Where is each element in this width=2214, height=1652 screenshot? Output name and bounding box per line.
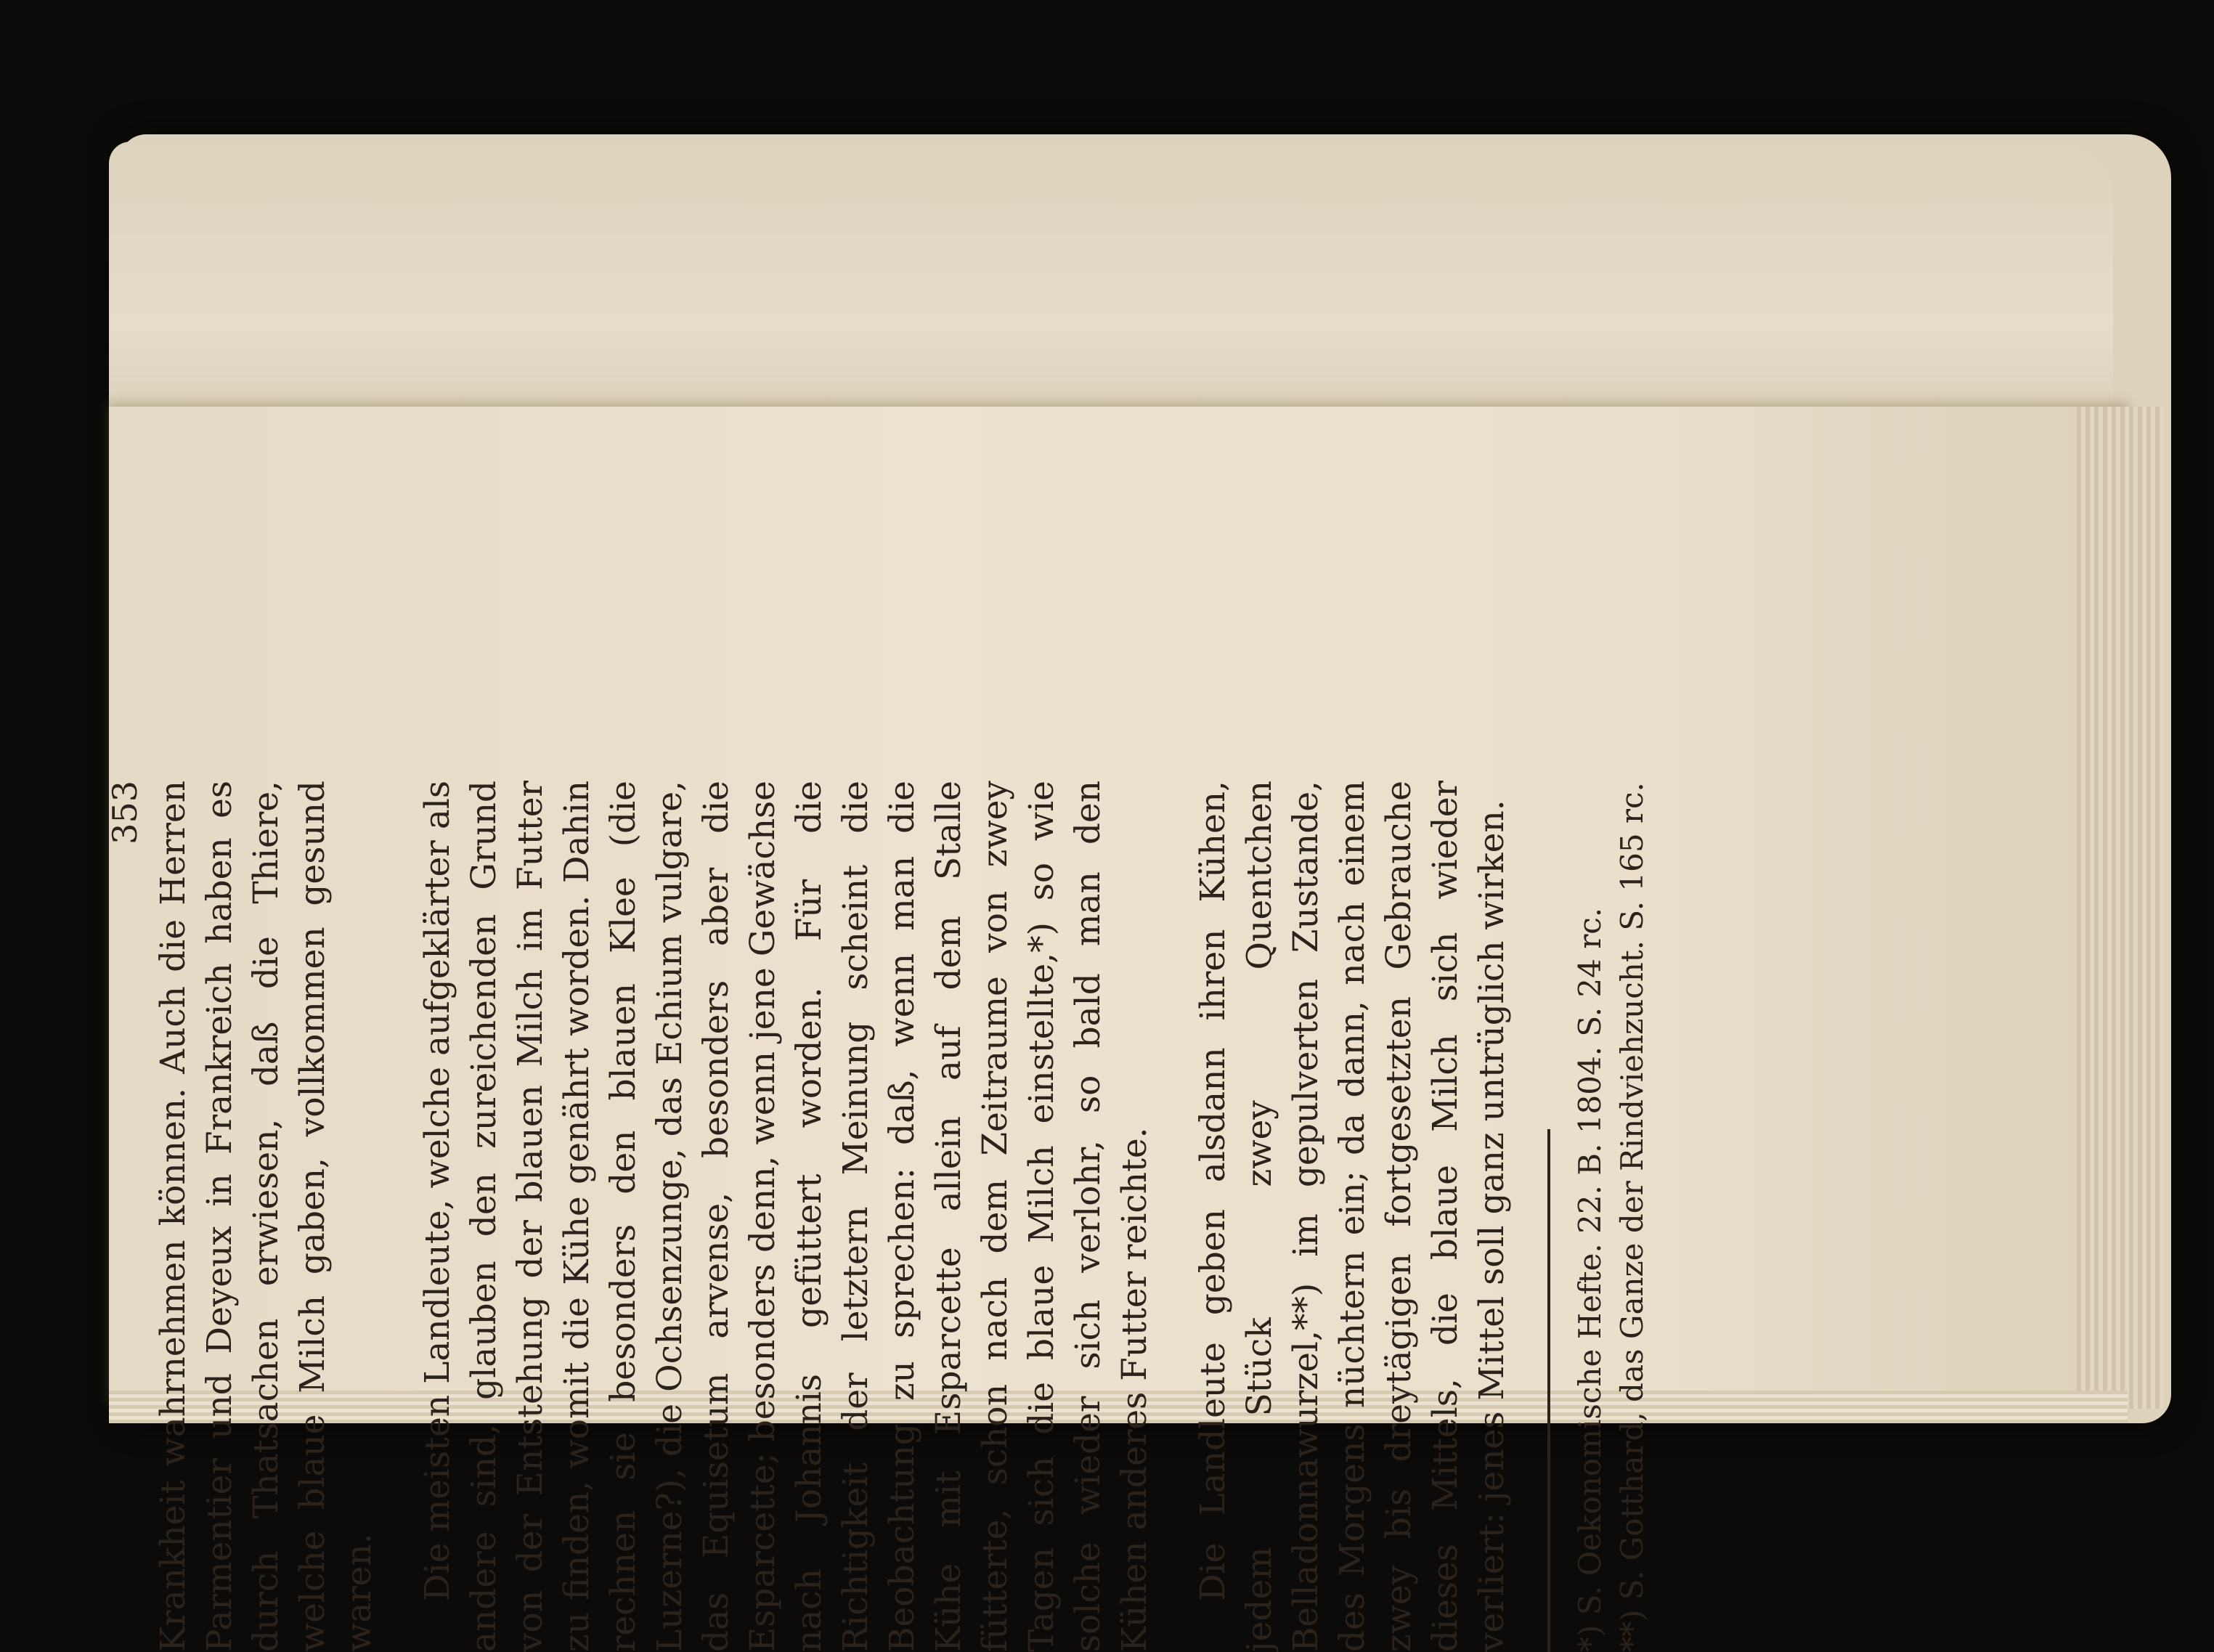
paragraph-1: Krankheit wahrnehmen können. Auch die Herren Parmentier und Deyeux in Frankreich haben es durch Thatsachen erwiesen, daß die Thiere, welche blaue Milch gaben, vollkommen gesund waren. [153, 781, 379, 1652]
page-number: 353 [105, 781, 145, 845]
footnote-2: **) S. Gotthard, das Ganze der Rindviehzucht. S. 165 rc. [1614, 782, 1650, 1652]
page-edge-right [2077, 407, 2164, 1409]
page-folded-top [109, 142, 2113, 447]
paragraph-3: Die Landleute geben alsdann ihren Kühen, jedem Stück zwey Quentchen Belladonnawurzel,**) im gepulverten Zustande, des Morgens nüchtern ein; da dann, nach einem zwey bis dreytägigen fortgesetzten Gebrauche dieses Mittels, die blaue Milch sich wieder verliert: jenes Mittel soll ganz untrüglich wirken. [1193, 781, 1512, 1652]
page-text-block [105, 781, 1650, 1652]
footnote-1: *) S. Oekonomische Hefte. 22. B. 1804. S. 24 rc. [1572, 907, 1608, 1652]
paragraph-2: Die meisten Landleute, welche aufgeklärter als andere sind, glauben den zureichenden Grund von der Entstehung der blauen Milch im Futter zu finden, womit die Kühe genährt worden. Dahin rechnen sie besonders den blauen Klee (die Luzerne?), die Ochsenzunge, das Echium vulgare, das Equisetum arvense, besonders aber die Esparcette; besonders denn, wenn jene Gewächse nach Johannis gefüttert worden. Für die Richtigkeit der letztern Meinung scheint die Beobachtung zu sprechen: daß, wenn man die Kühe mit Esparcette allein auf dem Stalle fütterte, schon nach dem Zeitraume von zwey Tagen sich die blaue Milch einstellte,*) so wie solche wieder sich verlohr, so bald man den Kühen anderes Futter reichte. [418, 781, 1155, 1652]
footnote-rule [1547, 1129, 1550, 1652]
